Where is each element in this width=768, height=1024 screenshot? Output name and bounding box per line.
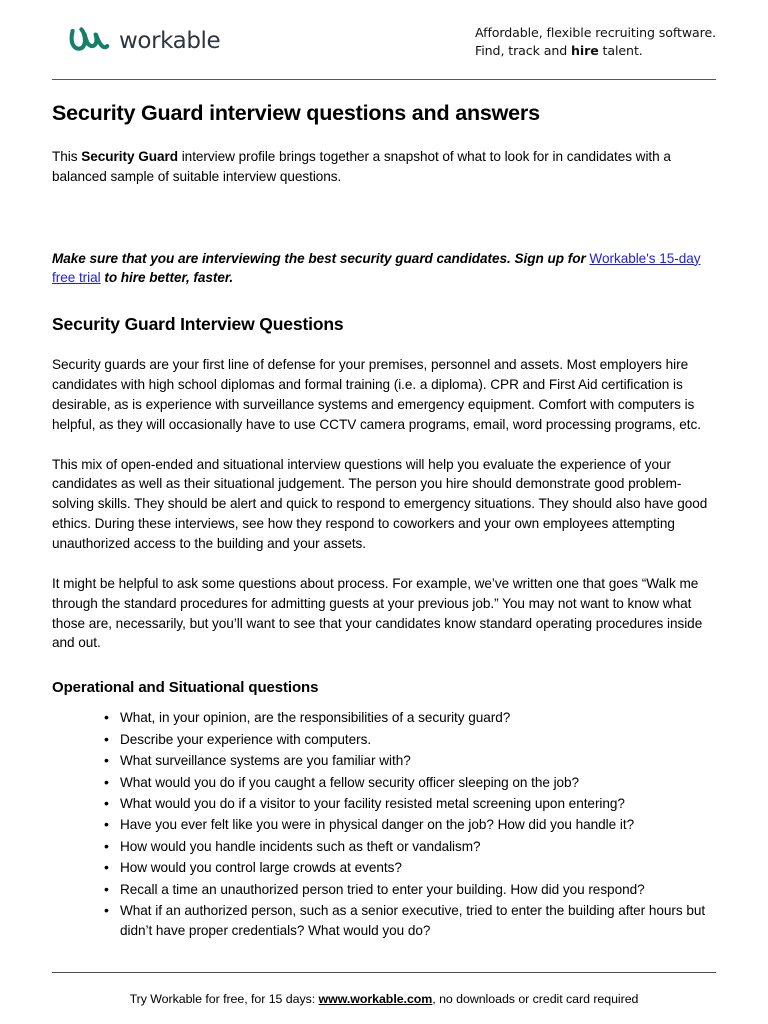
trial-callout <box>52 249 716 289</box>
callout-part2: to hire better, faster. <box>100 270 234 286</box>
workable-logo-icon <box>68 26 110 54</box>
list-item: • Recall a time an unauthorized person tried to enter your building. How did you respond? <box>104 880 716 899</box>
header-tagline <box>475 22 716 60</box>
list-item: • Have you ever felt like you were in physical danger on the job? How did you handle it? <box>104 815 716 834</box>
tagline-emphasis-hire: hire <box>571 42 599 58</box>
list-item: • Describe your experience with computers. <box>104 730 716 749</box>
intro-role-emphasis: Security Guard <box>81 148 178 164</box>
free-trial-link[interactable]: Workable's 15-day free trial <box>52 250 701 286</box>
paragraph-process-tips: It might be helpful to ask some questions about process. For example, we’ve written one that goes “Walk me through the standard procedures for admitting guests at your previous job.” You may not want to know what those are, necessarily, but you’ll want to see that your candidates know standard operating procedures inside and out. <box>52 575 703 651</box>
document-content <box>52 80 716 940</box>
intro-part3: interview profile brings together a snapshot of what to look for in candidates with a balanced sample of suitable interview questions. <box>52 148 671 184</box>
list-item: • How would you control large crowds at events? <box>104 858 716 877</box>
question-list <box>52 708 716 940</box>
workable-website-link[interactable]: www.workable.com <box>318 991 433 1006</box>
tagline-line2-part3: talent. <box>598 42 643 58</box>
footer-promo-text <box>52 991 716 1008</box>
paragraph-overview: Security guards are your first line of defense for your premises, personnel and assets. Most employers hire candidates with high school diplomas and formal training (i.e. a diploma). CPR and First Aid certification is desirable, as is experience with surveillance systems and emergency equipment. Comfort with computers is helpful, as they will occasionally have to use CCTV camera programs, email, word processing programs, etc. <box>52 357 701 432</box>
document-footer <box>52 972 716 1008</box>
footer-part1: Try Workable for free, for 15 days: <box>129 991 319 1006</box>
intro-paragraph <box>52 147 716 187</box>
list-item: • How would you handle incidents such as theft or vandalism? <box>104 837 716 856</box>
intro-part1: This <box>52 148 82 164</box>
tagline-line-1: Affordable, flexible recruiting software. <box>475 25 716 40</box>
list-item: • What would you do if you caught a fellow security officer sleeping on the job? <box>104 773 716 792</box>
list-item: • What surveillance systems are you familiar with? <box>104 751 716 770</box>
section-heading-interview-questions: Security Guard Interview Questions <box>52 314 344 335</box>
footer-divider <box>52 972 716 973</box>
tagline-line-2 <box>475 42 716 60</box>
footer-part2: , no downloads or credit card required <box>432 991 639 1006</box>
document-header <box>52 0 716 70</box>
workable-logo <box>52 22 220 54</box>
page-title: Security Guard interview questions and answers <box>52 101 540 125</box>
list-item: • What would you do if a visitor to your facility resisted metal screening upon entering? <box>104 794 716 813</box>
tagline-line2-part1: Find, track and <box>475 42 572 58</box>
subsection-heading-operational-situational: Operational and Situational questions <box>52 679 319 697</box>
paragraph-question-mix: This mix of open-ended and situational interview questions will help you evaluate the experience of your candidates as well as their situational judgement. The person you hire should demonstrate good problem-solving skills. They should be alert and quick to respond to emergency situations. They should also have good ethics. During these interviews, see how they respond to coworkers and your own employees attempting unauthorized access to the building and your assets. <box>52 456 708 551</box>
callout-part1: Make sure that you are interviewing the best security guard candidates. Sign up for <box>52 250 590 266</box>
workable-wordmark: workable <box>119 27 221 54</box>
list-item: • What if an authorized person, such as a senior executive, tried to enter the building after hours but didn’t have proper credentials? What would you do? <box>104 901 716 940</box>
list-item: • What, in your opinion, are the responsibilities of a security guard? <box>104 708 716 727</box>
